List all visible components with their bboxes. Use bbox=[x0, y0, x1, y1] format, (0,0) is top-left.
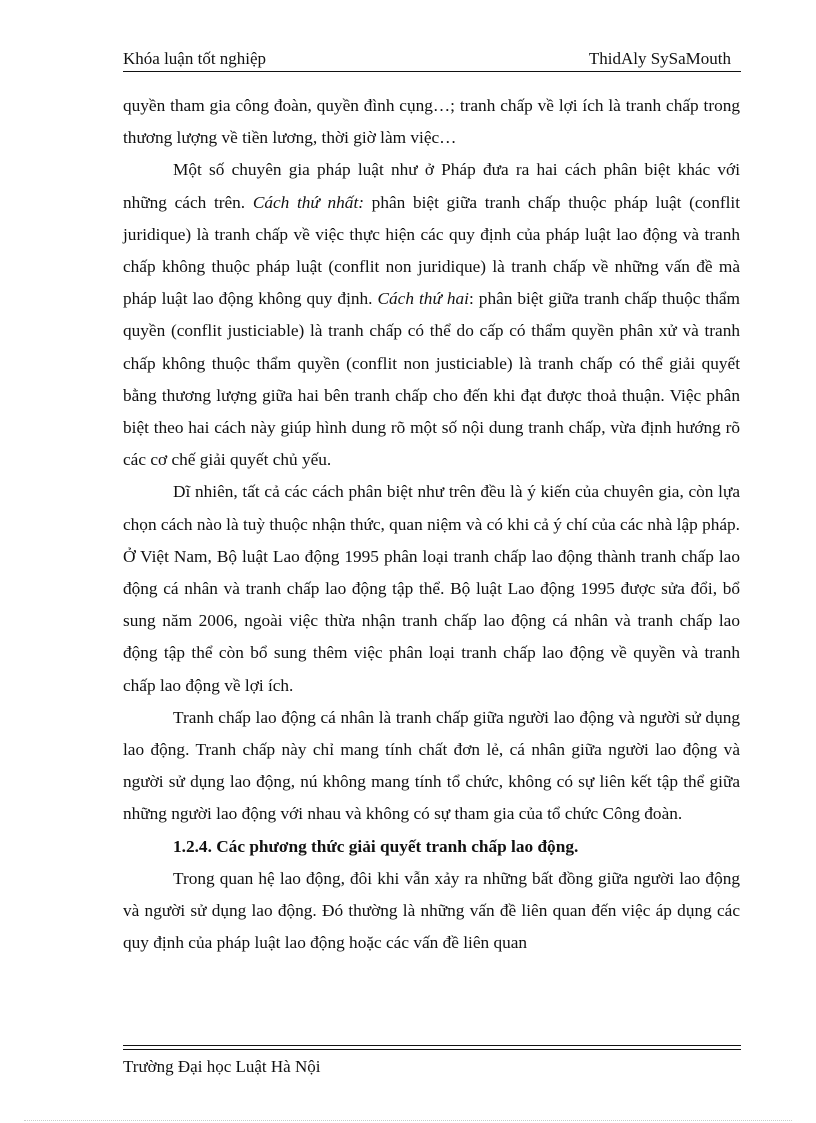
paragraph-1: quyền tham gia công đoàn, quyền đình cụng…; tranh chấp về lợi ích là tranh chấp trong thương lượng về tiền lương, thời giờ làm việc… bbox=[123, 96, 740, 148]
paragraph-2-method-one: phân biệt giữa tranh chấp thuộc pháp luật (conflit juridique) là tranh chấp về việc thực hiện các quy định của pháp luật lao động và tranh chấp không thuộc pháp luật (conflit non juridique) là tranh chấp về những vấn đề mà pháp luật lao động không quy định. bbox=[123, 192, 740, 309]
paragraph-2-method-two: : phân biệt giữa tranh chấp thuộc thẩm quyền (conflit justiciable) là tranh chấp có thể do cấp có thẩm quyền phân xử và tranh chấp không thuộc thẩm quyền (conflit non justiciable) là tranh chấp có thể giải quyết bằng thương lượng giữa hai bên tranh chấp cho đến khi đạt được thoả thuận. Việc phân biệt theo hai cách này giúp hình dung rõ một số nội dung tranh chấp, vừa định hướng rõ các cơ chế giải quyết chủ yếu. bbox=[123, 289, 740, 470]
header-author: ThidAly SySaMouth bbox=[588, 49, 731, 68]
paragraph-5: Trong quan hệ lao động, đôi khi vẫn xảy ra những bất đồng giữa người lao động và người sử dụng lao động. Đó thường là những vấn đề liên quan đến việc áp dụng các quy định của pháp luật lao động hoặc các vấn đề liên quan bbox=[123, 868, 740, 953]
method-two-label: Cách thứ hai bbox=[377, 289, 469, 309]
page-footer bbox=[123, 1045, 741, 1078]
footer-institution: Trường Đại học Luật Hà Nội bbox=[123, 1057, 321, 1076]
header-rule bbox=[123, 71, 741, 72]
header-title: Khóa luận tốt nghiệp bbox=[123, 49, 267, 68]
page-header bbox=[123, 48, 741, 74]
paragraph-2-intro: Một số chuyên gia pháp luật như ở Pháp đưa ra hai cách phân biệt khác với những cách trên. bbox=[123, 160, 740, 212]
paragraph-4: Tranh chấp lao động cá nhân là tranh chấp giữa người lao động và người sử dụng lao động. Tranh chấp này chỉ mang tính chất đơn lẻ, cá nhân giữa người lao động và người sử dụng lao động, nú không mang tính tổ chức, không có sự liên kết tập thể giữa những người lao động với nhau và không có sự tham gia của tổ chức Công đoàn. bbox=[123, 707, 740, 824]
paragraph-2 bbox=[123, 154, 740, 476]
page-edge-dots bbox=[24, 1120, 792, 1121]
footer-rule-thin bbox=[123, 1049, 741, 1050]
method-one-label: Cách thứ nhất: bbox=[252, 192, 364, 212]
paragraph-3: Dĩ nhiên, tất cả các cách phân biệt như trên đều là ý kiến của chuyên gia, còn lựa chọn cách nào là tuỳ thuộc nhận thức, quan niệm và có khi cả ý chí của các nhà lập pháp. Ở Việt Nam, Bộ luật Lao động 1995 phân loại tranh chấp lao động thành tranh chấp lao động cá nhân và tranh chấp lao động tập thể. Bộ luật Lao động 1995 được sửa đổi, bổ sung năm 2006, ngoài việc thừa nhận tranh chấp lao động cá nhân và tranh chấp lao động tập thể còn bổ sung thêm việc phân loại tranh chấp lao động về quyền và tranh chấp lao động về lợi ích. bbox=[123, 482, 740, 695]
section-heading: 1.2.4. Các phương thức giải quyết tranh chấp lao động. bbox=[173, 836, 579, 856]
document-body bbox=[123, 90, 740, 959]
footer-rule-thick bbox=[123, 1045, 741, 1046]
